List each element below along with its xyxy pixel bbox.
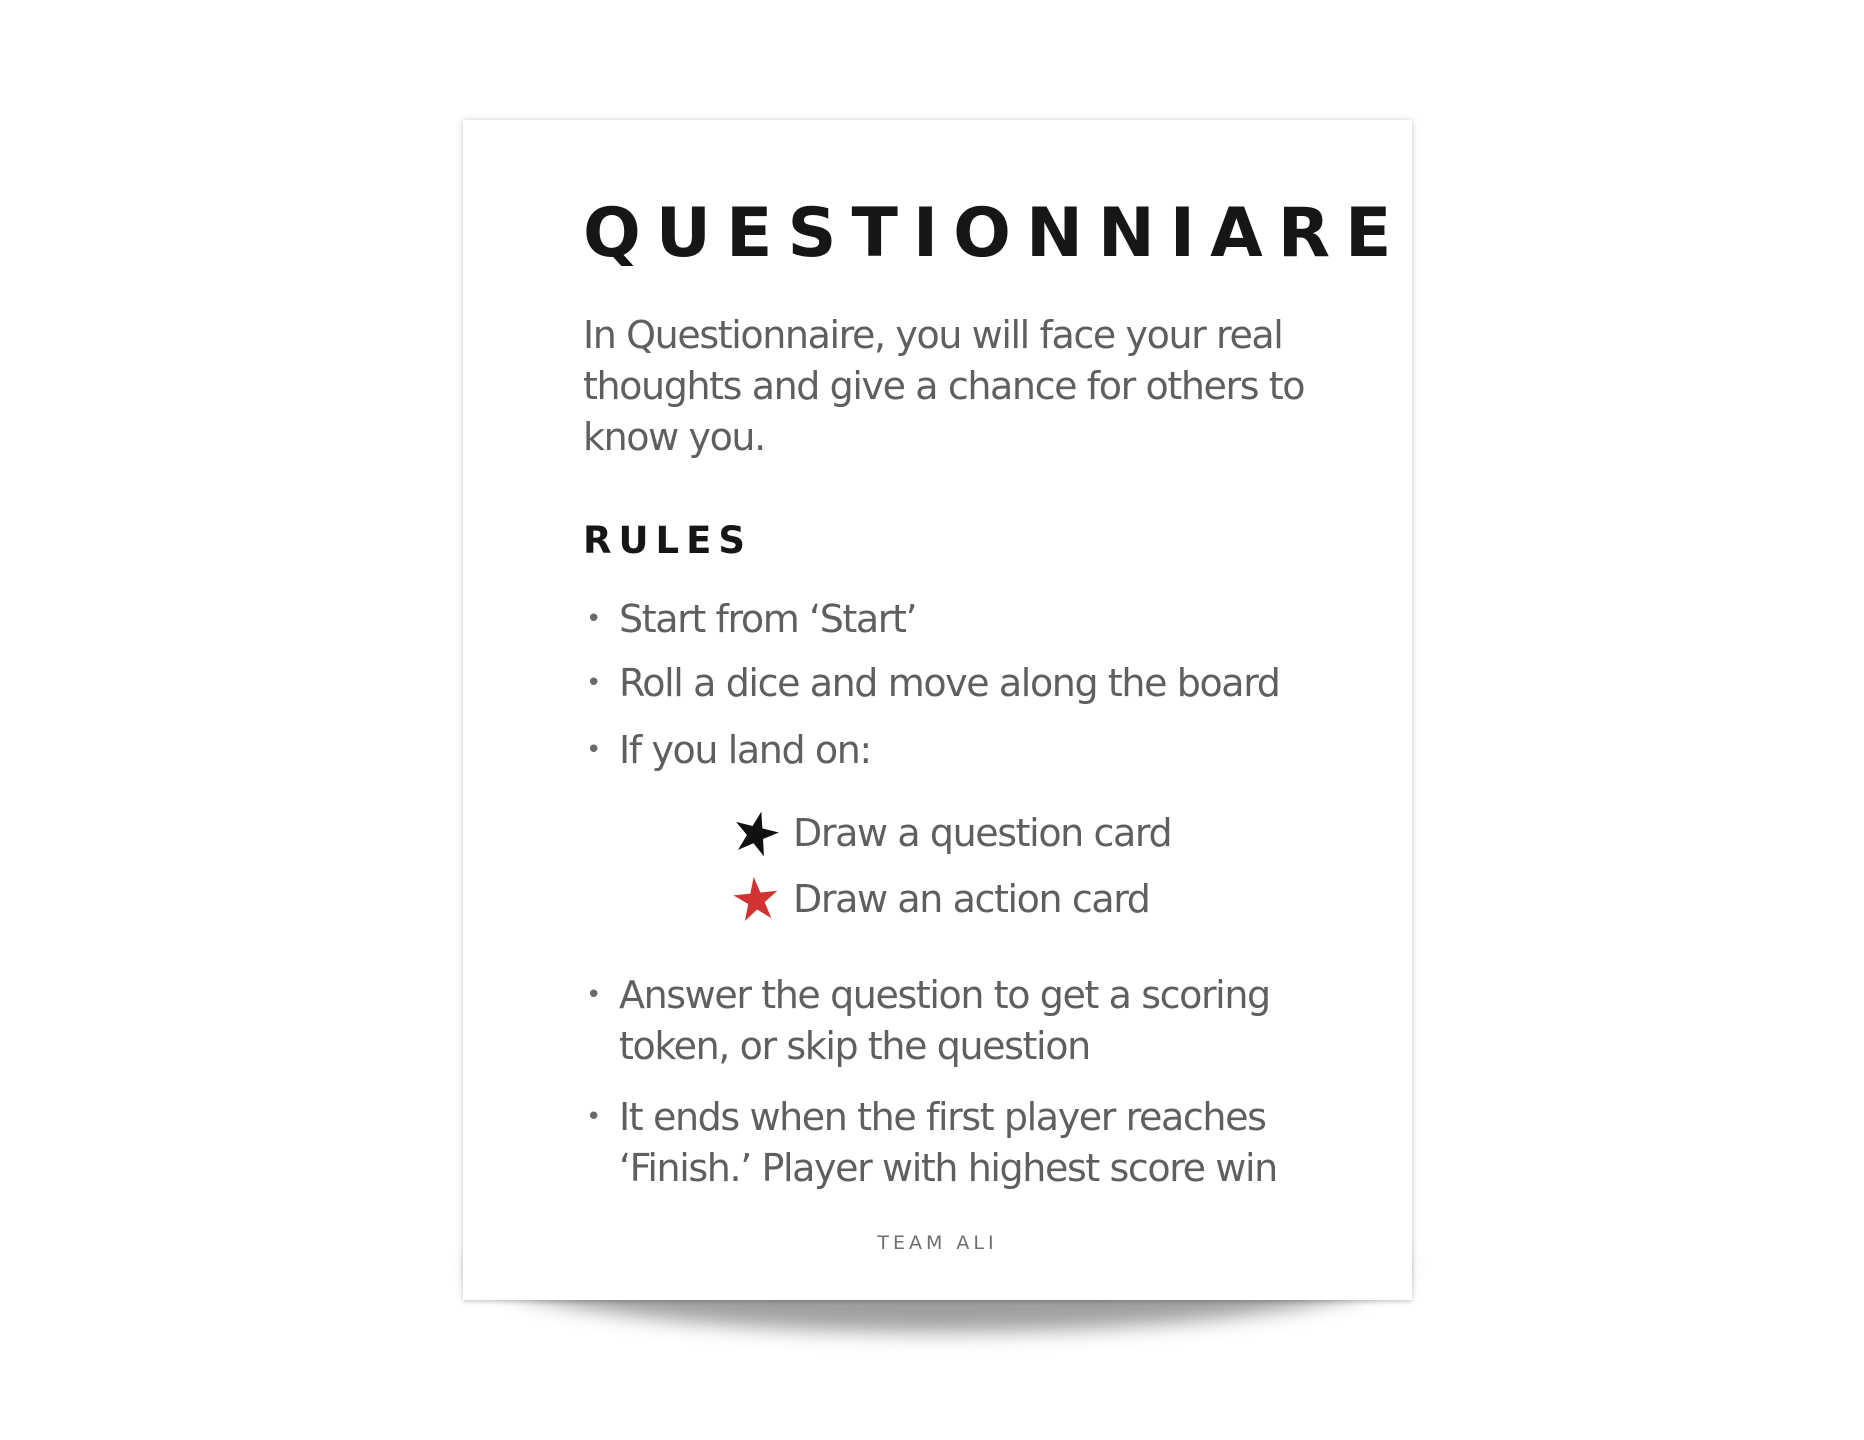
rule-text: If you land on: (619, 728, 871, 772)
rule-text-line-2: ‘Finish.’ Player with highest score win (619, 1146, 1277, 1190)
red-star-icon (733, 876, 779, 922)
rule-text: Roll a dice and move along the board (619, 661, 1280, 705)
rules-card (463, 120, 1412, 1300)
team-credit: TEAM ALI (877, 1232, 998, 1254)
rules-heading: RULES (583, 519, 753, 562)
intro-paragraph: In Questionnaire, you will face your real thoughts and give a chance for others to know you. (583, 313, 1305, 459)
land-on-text: Draw an action card (793, 877, 1150, 921)
rule-text-line-1: Answer the question to get a scoring (619, 973, 1270, 1017)
rule-text: Start from ‘Start’ (619, 597, 917, 641)
bullet: • (586, 980, 600, 1010)
rule-text-line-1: It ends when the first player reaches (619, 1095, 1266, 1139)
bullet: • (586, 1102, 600, 1132)
card-title: QUESTIONNIARE (583, 194, 1407, 273)
rule-text-line-2: token, or skip the question (619, 1024, 1090, 1068)
black-star-icon (733, 810, 779, 856)
bullet: • (586, 604, 600, 634)
land-on-text: Draw a question card (793, 811, 1172, 855)
bullet: • (586, 735, 600, 765)
bullet: • (586, 668, 600, 698)
